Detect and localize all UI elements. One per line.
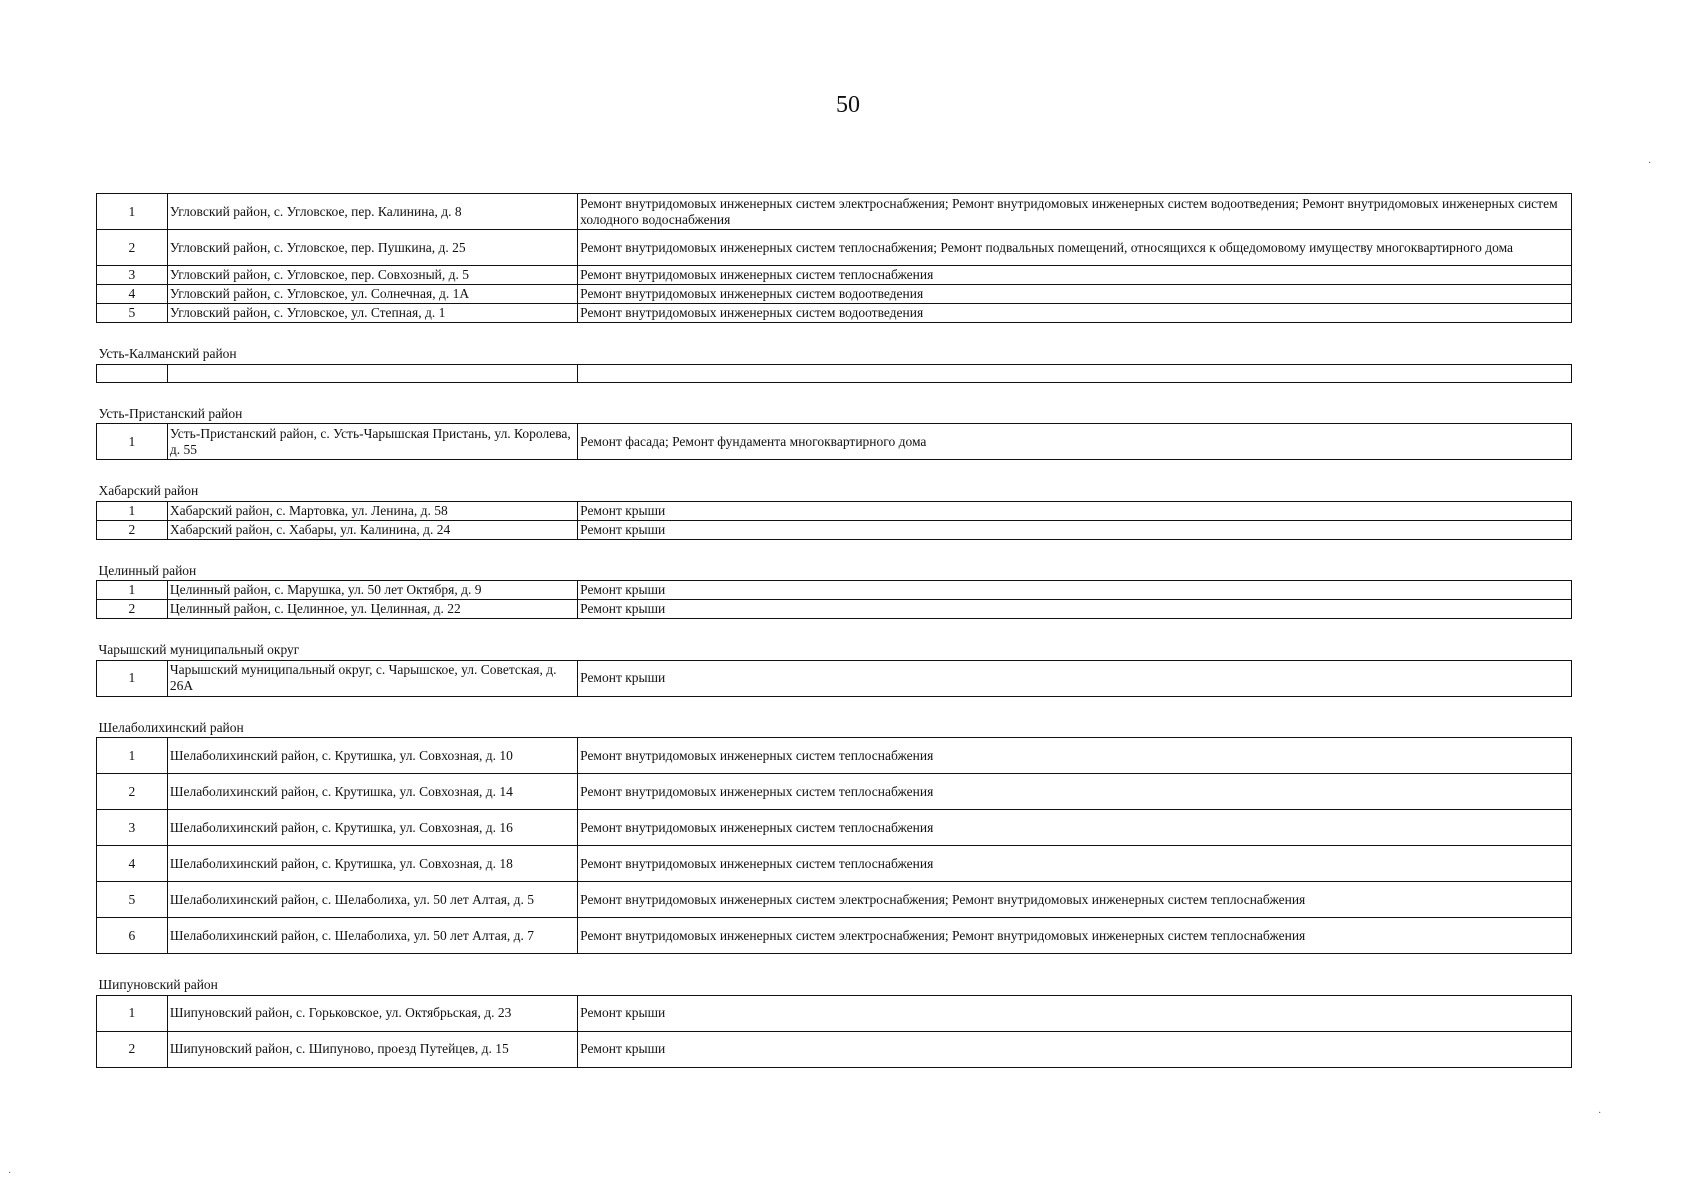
works-cell: Ремонт крыши bbox=[578, 501, 1572, 520]
works-cell: Ремонт внутридомовых инженерных систем теплоснабжения bbox=[578, 266, 1572, 285]
row-number: 3 bbox=[97, 266, 168, 285]
works-cell: Ремонт крыши bbox=[578, 581, 1572, 600]
spacer-cell bbox=[97, 460, 1572, 482]
spacer-cell bbox=[97, 619, 1572, 641]
works-cell: Ремонт внутридомовых инженерных систем теплоснабжения bbox=[578, 810, 1572, 846]
row-number: 2 bbox=[97, 774, 168, 810]
repair-list-document bbox=[96, 193, 1572, 1068]
table-row bbox=[97, 266, 1572, 285]
row-number: 1 bbox=[97, 501, 168, 520]
district-header-row bbox=[97, 482, 1572, 502]
empty-cell bbox=[578, 364, 1572, 382]
address-cell: Угловский район, с. Угловское, ул. Степная, д. 1 bbox=[167, 304, 577, 323]
works-cell: Ремонт крыши bbox=[578, 520, 1572, 539]
table-row bbox=[97, 774, 1572, 810]
works-cell: Ремонт крыши bbox=[578, 995, 1572, 1031]
district-header-row bbox=[97, 718, 1572, 738]
row-number: 1 bbox=[97, 995, 168, 1031]
table-row bbox=[97, 230, 1572, 266]
address-cell: Шелаболихинский район, с. Крутишка, ул. Совхозная, д. 14 bbox=[167, 774, 577, 810]
spacer-cell bbox=[97, 954, 1572, 976]
repair-table-body bbox=[97, 194, 1572, 1068]
row-number: 5 bbox=[97, 304, 168, 323]
table-row bbox=[97, 846, 1572, 882]
scan-speck: · bbox=[1648, 158, 1652, 169]
address-cell: Целинный район, с. Марушка, ул. 50 лет Октября, д. 9 bbox=[167, 581, 577, 600]
works-cell: Ремонт внутридомовых инженерных систем теплоснабжения; Ремонт подвальных помещений, относящихся к общедомовому имуществу многоквартирного дома bbox=[578, 230, 1572, 266]
row-number: 2 bbox=[97, 1031, 168, 1067]
address-cell: Шипуновский район, с. Шипуново, проезд Путейцев, д. 15 bbox=[167, 1031, 577, 1067]
table-row bbox=[97, 304, 1572, 323]
table-row bbox=[97, 600, 1572, 619]
row-number: 4 bbox=[97, 846, 168, 882]
section-spacer bbox=[97, 382, 1572, 404]
table-row bbox=[97, 285, 1572, 304]
row-number: 1 bbox=[97, 424, 168, 460]
address-cell: Угловский район, с. Угловское, пер. Совхозный, д. 5 bbox=[167, 266, 577, 285]
table-row bbox=[97, 501, 1572, 520]
section-spacer bbox=[97, 696, 1572, 718]
district-header-row bbox=[97, 561, 1572, 581]
district-name: Чарышский муниципальный округ bbox=[97, 641, 1572, 661]
row-number: 2 bbox=[97, 600, 168, 619]
works-cell: Ремонт крыши bbox=[578, 660, 1572, 696]
address-cell: Хабарский район, с. Мартовка, ул. Ленина, д. 58 bbox=[167, 501, 577, 520]
district-name: Усть-Калманский район bbox=[97, 345, 1572, 365]
scan-speck: · bbox=[1598, 1108, 1602, 1119]
district-name: Усть-Пристанский район bbox=[97, 404, 1572, 424]
spacer-cell bbox=[97, 323, 1572, 345]
row-number: 2 bbox=[97, 520, 168, 539]
works-cell: Ремонт внутридомовых инженерных систем электроснабжения; Ремонт внутридомовых инженерных систем теплоснабжения bbox=[578, 882, 1572, 918]
address-cell: Шелаболихинский район, с. Шелаболиха, ул. 50 лет Алтая, д. 5 bbox=[167, 882, 577, 918]
address-cell: Хабарский район, с. Хабары, ул. Калинина, д. 24 bbox=[167, 520, 577, 539]
works-cell: Ремонт внутридомовых инженерных систем теплоснабжения bbox=[578, 774, 1572, 810]
page-number: 50 bbox=[836, 92, 860, 118]
row-number: 5 bbox=[97, 882, 168, 918]
district-header-row bbox=[97, 976, 1572, 996]
district-name: Шипуновский район bbox=[97, 976, 1572, 996]
row-number: 6 bbox=[97, 918, 168, 954]
table-row bbox=[97, 738, 1572, 774]
address-cell: Усть-Пристанский район, с. Усть-Чарышская Пристань, ул. Королева, д. 55 bbox=[167, 424, 577, 460]
table-row bbox=[97, 918, 1572, 954]
address-cell: Шелаболихинский район, с. Шелаболиха, ул. 50 лет Алтая, д. 7 bbox=[167, 918, 577, 954]
works-cell: Ремонт внутридомовых инженерных систем электроснабжения; Ремонт внутридомовых инженерных систем теплоснабжения bbox=[578, 918, 1572, 954]
district-name: Хабарский район bbox=[97, 482, 1572, 502]
address-cell: Шелаболихинский район, с. Крутишка, ул. Совхозная, д. 18 bbox=[167, 846, 577, 882]
district-name: Шелаболихинский район bbox=[97, 718, 1572, 738]
address-cell: Угловский район, с. Угловское, пер. Калинина, д. 8 bbox=[167, 194, 577, 230]
works-cell: Ремонт крыши bbox=[578, 600, 1572, 619]
empty-cell bbox=[167, 364, 577, 382]
row-number: 4 bbox=[97, 285, 168, 304]
table-row bbox=[97, 520, 1572, 539]
table-row bbox=[97, 424, 1572, 460]
row-number: 3 bbox=[97, 810, 168, 846]
section-spacer bbox=[97, 619, 1572, 641]
works-cell: Ремонт внутридомовых инженерных систем теплоснабжения bbox=[578, 846, 1572, 882]
section-spacer bbox=[97, 539, 1572, 561]
works-cell: Ремонт фасада; Ремонт фундамента многоквартирного дома bbox=[578, 424, 1572, 460]
address-cell: Шелаболихинский район, с. Крутишка, ул. Совхозная, д. 16 bbox=[167, 810, 577, 846]
scan-speck: · bbox=[8, 1168, 12, 1179]
district-header-row bbox=[97, 345, 1572, 365]
table-row bbox=[97, 1031, 1572, 1067]
table-row bbox=[97, 810, 1572, 846]
section-spacer bbox=[97, 954, 1572, 976]
works-cell: Ремонт крыши bbox=[578, 1031, 1572, 1067]
row-number: 2 bbox=[97, 230, 168, 266]
row-number: 1 bbox=[97, 660, 168, 696]
row-number: 1 bbox=[97, 194, 168, 230]
works-cell: Ремонт внутридомовых инженерных систем водоотведения bbox=[578, 285, 1572, 304]
empty-cell bbox=[97, 364, 168, 382]
district-name: Целинный район bbox=[97, 561, 1572, 581]
table-row bbox=[97, 194, 1572, 230]
repair-table bbox=[96, 193, 1572, 1068]
address-cell: Шипуновский район, с. Горьковское, ул. Октябрьская, д. 23 bbox=[167, 995, 577, 1031]
table-row bbox=[97, 660, 1572, 696]
address-cell: Угловский район, с. Угловское, ул. Солнечная, д. 1А bbox=[167, 285, 577, 304]
works-cell: Ремонт внутридомовых инженерных систем водоотведения bbox=[578, 304, 1572, 323]
works-cell: Ремонт внутридомовых инженерных систем электроснабжения; Ремонт внутридомовых инженерных систем водоотведения; Ремонт внутридомовых инженерных систем холодного водоснабжения bbox=[578, 194, 1572, 230]
spacer-cell bbox=[97, 382, 1572, 404]
table-row bbox=[97, 581, 1572, 600]
address-cell: Шелаболихинский район, с. Крутишка, ул. Совхозная, д. 10 bbox=[167, 738, 577, 774]
empty-row bbox=[97, 364, 1572, 382]
section-spacer bbox=[97, 460, 1572, 482]
row-number: 1 bbox=[97, 738, 168, 774]
district-header-row bbox=[97, 641, 1572, 661]
address-cell: Чарышский муниципальный округ, с. Чарышское, ул. Советская, д. 26А bbox=[167, 660, 577, 696]
address-cell: Угловский район, с. Угловское, пер. Пушкина, д. 25 bbox=[167, 230, 577, 266]
district-header-row bbox=[97, 404, 1572, 424]
table-row bbox=[97, 882, 1572, 918]
section-spacer bbox=[97, 323, 1572, 345]
spacer-cell bbox=[97, 696, 1572, 718]
spacer-cell bbox=[97, 539, 1572, 561]
works-cell: Ремонт внутридомовых инженерных систем теплоснабжения bbox=[578, 738, 1572, 774]
address-cell: Целинный район, с. Целинное, ул. Целинная, д. 22 bbox=[167, 600, 577, 619]
row-number: 1 bbox=[97, 581, 168, 600]
table-row bbox=[97, 995, 1572, 1031]
